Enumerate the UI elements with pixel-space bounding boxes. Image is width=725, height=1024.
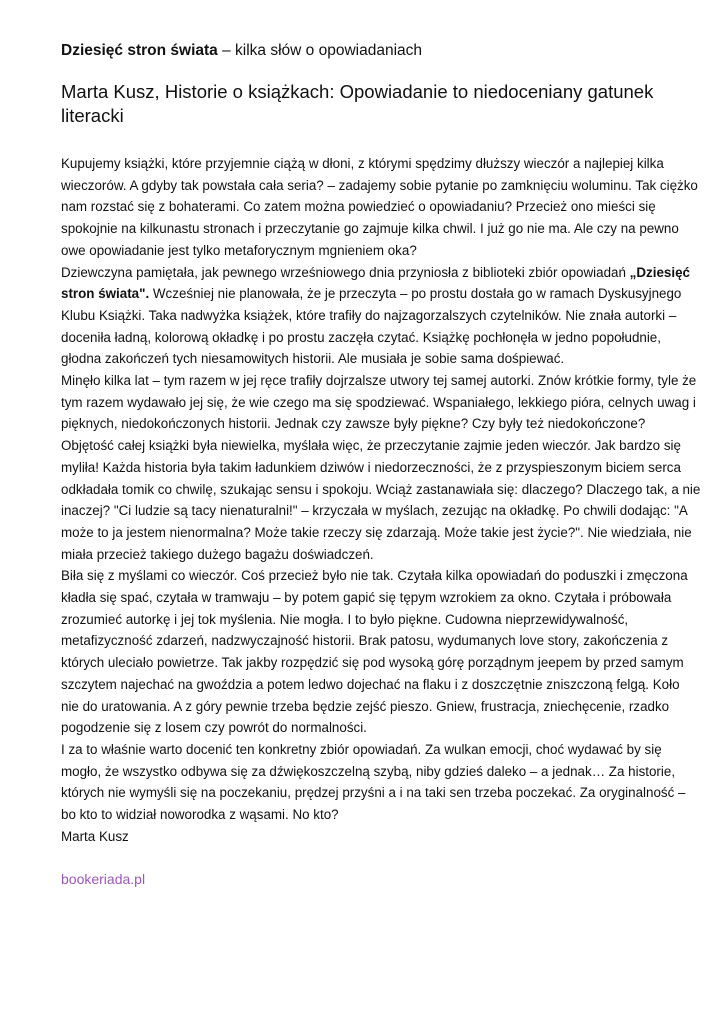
author-signature: Marta Kusz	[61, 828, 129, 844]
article-subtitle: Marta Kusz, Historie o książkach: Opowiadanie to niedoceniany gatunek literacki	[61, 81, 654, 126]
heading-subtext: – kilka słów o opowiadaniach	[217, 42, 422, 59]
paragraph-2	[61, 262, 701, 371]
paragraph-1: Kupujemy książki, które przyjemnie ciążą w dłoni, z którymi spędzimy dłuższy wieczór a najlepiej kilka wieczorów. A gdyby tak powstała cała seria? – zadajemy sobie pytanie po zamknięciu woluminu. Tak ciężko nam rozstać się z bohaterami. Co zatem można powiedzieć o opowiadaniu? Przecież ono mieści się spokojnie na kilkunastu stronach i przeczytanie go zajmuje kilka chwil. I już go nie ma. Ale czy na pewno owe opowiadanie jest tylko metaforycznym mgnieniem oka?	[61, 156, 698, 258]
paragraph-2-start: Dziewczyna pamiętała, jak pewnego wrześniowego dnia przyniosła z biblioteki zbiór opowiadań	[61, 264, 630, 280]
document-heading	[61, 40, 701, 62]
site-link[interactable]: bookeriada.pl	[61, 870, 146, 887]
heading-title: Dziesięć stron świata	[61, 42, 218, 59]
paragraph-3: Minęło kilka lat – tym razem w jej ręce trafiły dojrzalsze utwory tej samej autorki. Znów krótkie formy, tyle że tym razem wydawało jej się, że wie czego ma się spodziewać. Wspaniałego, lekkiego pióra, celnych uwag i pięknych, niedokończonych historii. Jednak czy zawsze były piękne? Czy były też niedokończone? Objętość całej książki była niewielka, myślała więc, że przeczytanie zajmie jeden wieczór. Jak bardzo się myliła! Każda historia była takim ładunkiem dziwów i niedorzeczności, że z przyspieszonym biciem serca odkładała tomik co chwilę, szukając sensu i spokoju. Wciąż zastanawiała się: dlaczego? Dlaczego tak, a nie inaczej? "Ci ludzie są tacy nienaturalni!" – krzyczała w myślach, zezując na okładkę. Po chwili dodając: "A może to ja jestem nienormalna? Może takie rzeczy się zdarzają. Może takie jest życie?". Nie wiedziała, nie miała przecież takiego dużego bagażu doświadczeń.	[61, 373, 701, 562]
paragraph-2-end: Wcześniej nie planowała, że je przeczyta – po prostu dostała go w ramach Dyskusyjnego Klubu Książki. Taka nadwyżka książek, które trafiły do najzagorzalszych czytelników. Nie znała autorki – doceniła ładną, kolorową okładkę i po prostu zaczęła czytać. Książkę pochłonęła w jedno popołudnie, głodna zakończeń tych niesamowitych historii. Ale musiała je sobie sama dośpiewać.	[61, 286, 682, 367]
book-title: „Dziesięć stron świata".	[61, 264, 690, 302]
document-page	[61, 40, 701, 889]
paragraph-4: Biła się z myślami co wieczór. Coś przecież było nie tak. Czytała kilka opowiadań do poduszki i zmęczona kładła się spać, czytała w tramwaju – by potem gapić się tępym wzrokiem za okno. Czytała i próbowała zrozumieć autorkę i jej tok myślenia. Nie mogła. I to było piękne. Cudowna nieprzewidywalność, metafizyczność zdarzeń, nadzwyczajność historii. Brak patosu, wydumanych love story, zakończenia z których uleciało powietrze. Tak jakby rozpędzić się pod wysoką górę porządnym jeepem by przed samym szczytem najechać na gwoździa a potem ledwo dojechać na flaku i z doszczętnie zniszczoną felgą. Koło nie do uratowania. A z góry pewnie trzeba będzie zejść pieszo. Gniew, frustracja, zniechęcenie, rzadko pogodzenie się z losem czy powrót do normalności.	[61, 568, 688, 736]
article-body	[61, 153, 701, 848]
paragraph-5: I za to właśnie warto docenić ten konkretny zbiór opowiadań. Za wulkan emocji, choć wydawać by się mogło, że wszystko odbywa się za dźwiękoszczelną szybą, niby gdzieś daleko – a jednak… Za historie, których nie wymyśli się na poczekaniu, prędzej przyśni a i na taki sen trzeba poczekać. Za oryginalność – bo kto to widział noworodka z wąsami. No kto?	[61, 741, 686, 823]
